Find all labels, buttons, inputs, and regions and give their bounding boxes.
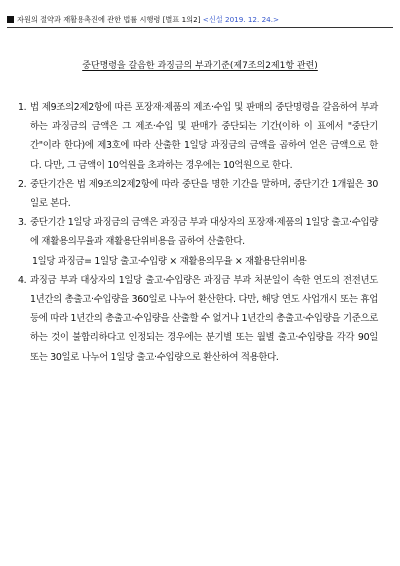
item-number: 2. <box>18 178 27 190</box>
penalty-formula: 1일당 과징금= 1일당 출고·수입량 × 재활용의무율 × 재활용단위비용 <box>32 255 307 267</box>
list-item-1 <box>18 98 378 175</box>
document-title <box>0 59 400 73</box>
law-reference: 자원의 절약과 재활용촉진에 관한 법률 시행령 [별표 1의2] <box>17 15 201 24</box>
document-header <box>7 14 393 26</box>
list-item-4 <box>18 271 378 367</box>
item-text: 중단기간은 법 제9조의2제2항에 따라 중단을 명한 기간을 말하며, 중단기간 1개월은 30일로 본다. <box>30 178 378 210</box>
item-number: 1. <box>18 102 27 113</box>
item-number: 3. <box>18 217 27 229</box>
square-bullet-icon <box>7 16 14 23</box>
list-item-3 <box>18 213 378 251</box>
amendment-date: <신설 2019. 12. 24.> <box>202 15 280 24</box>
list-item-2 <box>18 175 378 213</box>
header-divider <box>7 27 393 28</box>
item-text: 과징금 부과 대상자의 1일당 출고·수입량은 과징금 부과 처분일이 속한 연도의 전전년도 1년간의 총출고·수입량을 360일로 나누어 환산한다. 다만, 해당 연도 사업개시 또는 휴업 등에 따라 1년간의 총출고·수입량을 산출할 수 없거나 1년간의 총출고·수입량을 기준으로 하는 것이 불합리하다고 인정되는 경우에는 분기별 또는 월별 출고·수입량을 각각 90일 또는 30일로 나누어 1일당 출고·수입량으로 환산하여 적용한다. <box>30 274 378 363</box>
item-text: 중단기간 1일당 과징금의 금액은 과징금 부과 대상자의 포장재·제품의 1일당 출고·수입량에 재활용의무율과 재활용단위비용을 곱하여 산출한다. <box>30 217 378 248</box>
item-list <box>18 98 378 367</box>
item-number: 4. <box>18 274 27 286</box>
item-text: 법 제9조의2제2항에 따른 포장재·제품의 제조·수입 및 판매의 중단명령을 갈음하여 부과하는 과징금의 금액은 그 제조·수입 및 판매가 중단되는 기간(이하 이 표에서 "중단기간"이라 한다)에 제3호에 따라 산출한 1일당 과징금의 금액을 곱하여 얻은 금액으로 한다. 다만, 그 금액이 10억원을 초과하는 경우에는 10억원으로 한다. <box>30 102 378 171</box>
document-title-text: 중단명령을 갈음한 과징금의 부과기준(제7조의2제1항 관련) <box>82 61 318 71</box>
